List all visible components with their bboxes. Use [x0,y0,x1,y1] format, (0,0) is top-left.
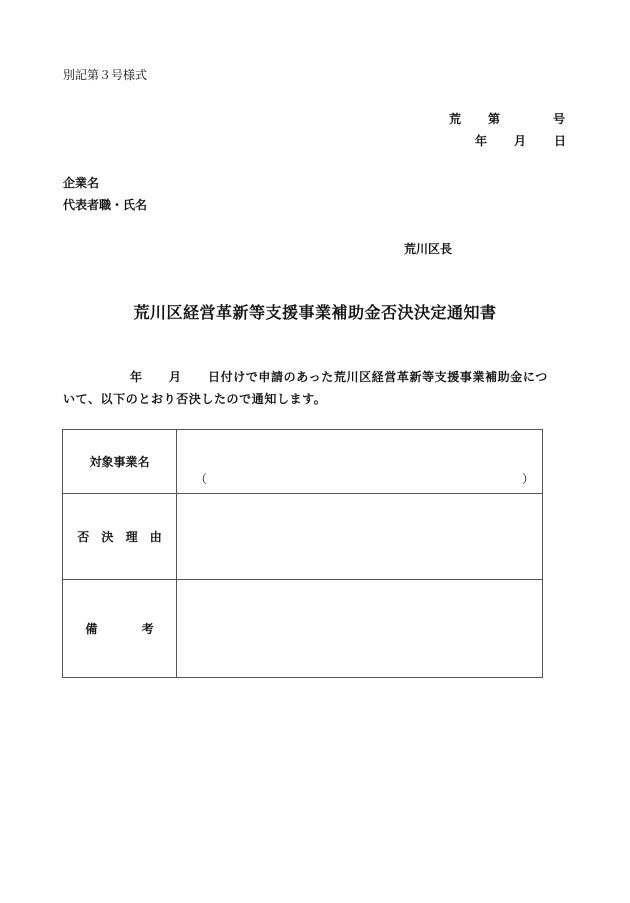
project-name-close-paren: ） [521,472,534,486]
table-row [63,580,543,678]
body-line-1 [0,368,630,386]
doc-number-prefix: 荒 [449,112,462,126]
recipient-representative-label: 代表者職・氏名 [63,198,148,212]
reason-label-char: 否 [77,530,90,544]
rejection-reason-field [177,494,543,580]
reason-label-char: 理 [125,530,138,544]
rejection-reason-label [63,494,177,580]
remarks-label [63,580,177,678]
date-year: 年 [475,134,488,148]
date-day: 日 [554,134,567,148]
remarks-label-char: 考 [141,622,154,636]
project-name-open-paren: （ [195,472,208,486]
reason-label-char: 由 [149,530,162,544]
project-name-label: 対象事業名 [63,430,177,494]
recipient-company-label: 企業名 [63,176,100,190]
doc-number-suffix: 号 [553,112,566,126]
body-line-1-text: 日付けで申請のあった荒川区経営革新等支援事業補助金につ [208,370,548,384]
table-row [63,430,543,494]
document-title: 荒川区経営革新等支援事業補助金否決決定通知書 [133,303,497,322]
body-month: 月 [169,370,182,384]
remarks-label-char: 備 [85,622,98,636]
project-name-field [177,430,543,494]
body-line-2: いて、以下のとおり否決したので通知します。 [63,392,327,406]
sender-name: 荒川区長 [404,242,453,256]
notice-table [62,429,543,678]
document-number [0,110,630,126]
doc-number-mid: 第 [488,112,501,126]
reason-label-char: 決 [101,530,114,544]
table-row [63,494,543,580]
date-month: 月 [514,134,527,148]
remarks-field [177,580,543,678]
issue-date [0,132,630,148]
body-year: 年 [130,370,143,384]
form-number: 別記第３号様式 [63,68,148,82]
